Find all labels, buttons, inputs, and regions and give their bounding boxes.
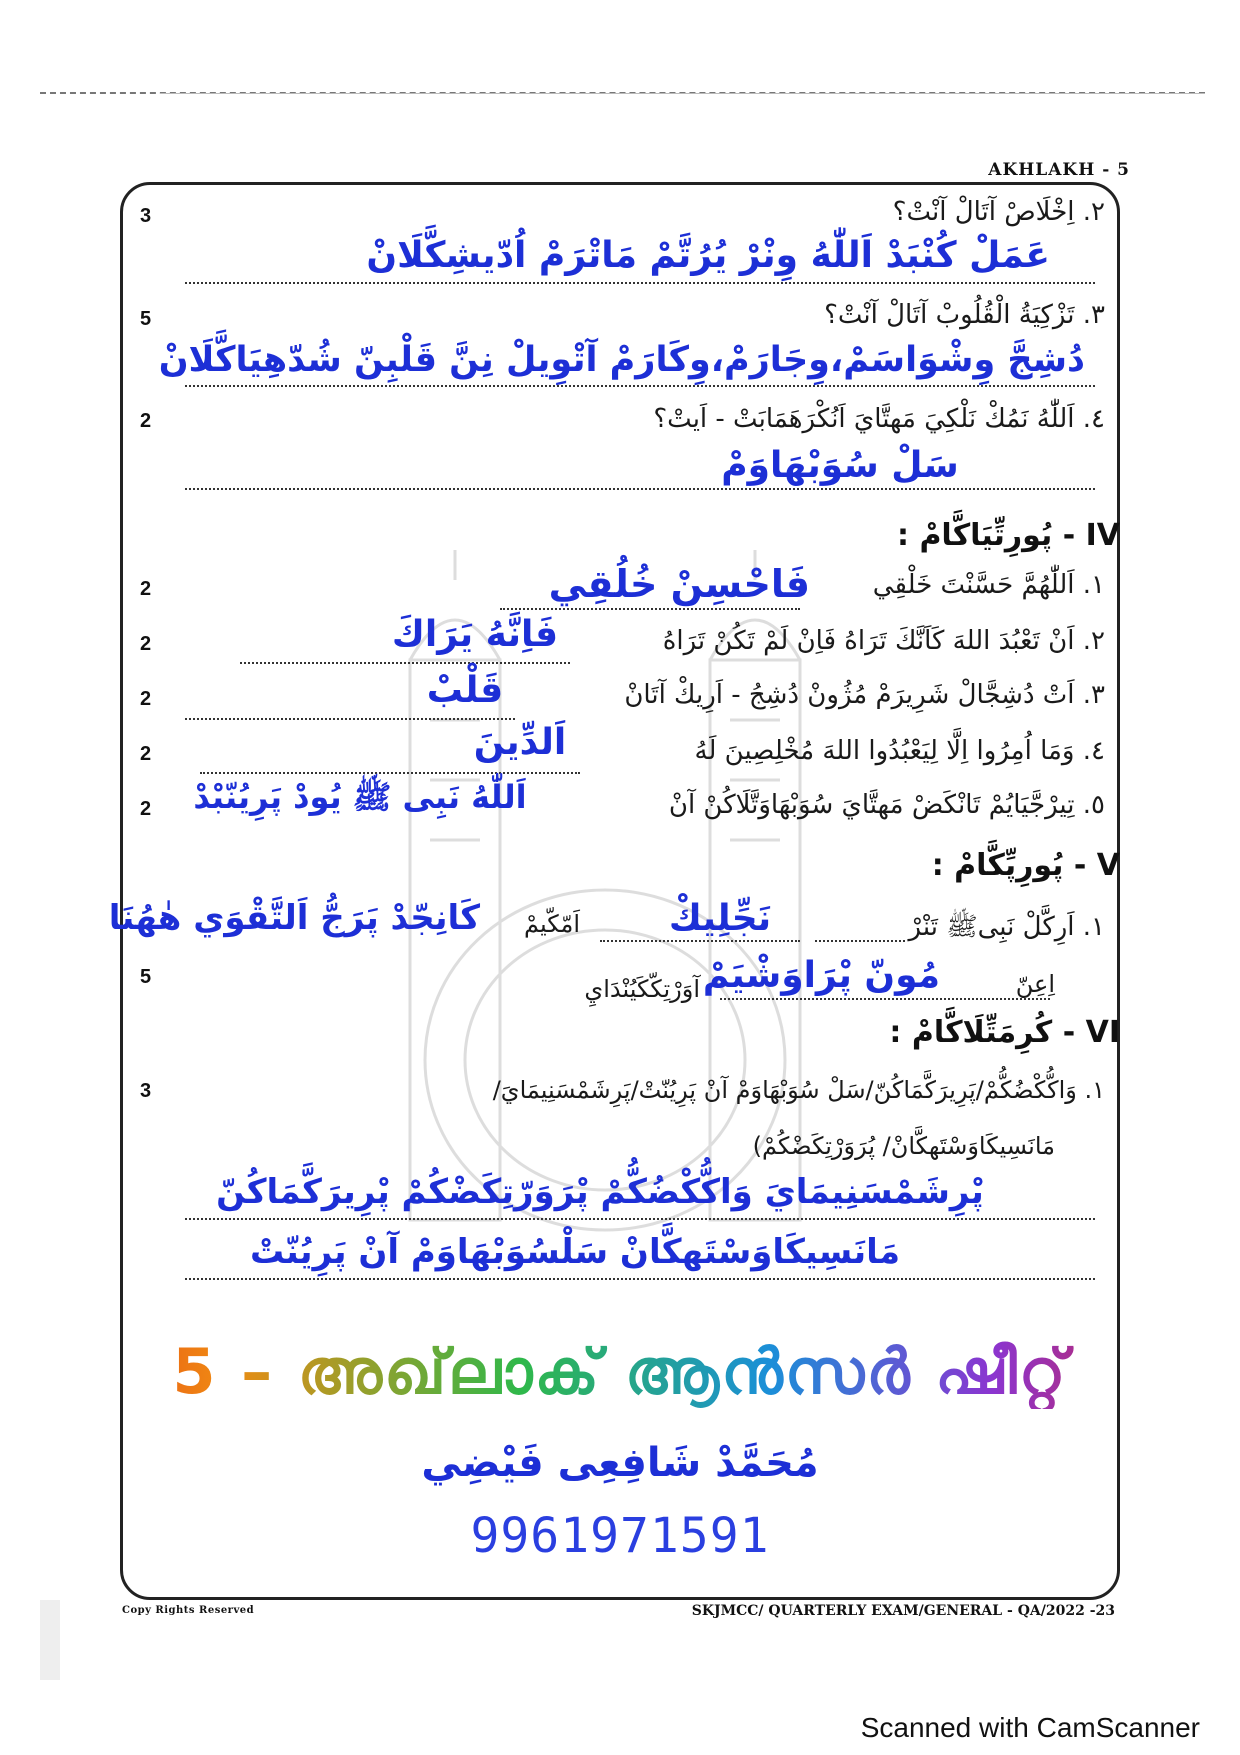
answer-line xyxy=(185,488,1095,490)
section-5-number: V xyxy=(1096,848,1120,883)
v-question-part-1: ١. اَرِكَّلْ نَبِىﷺ تَنْرْ xyxy=(908,912,1105,942)
vi-question-line-1: ١. وَاكُّكْضُكُّمْ/پَرِيرَكَّمَاكُنّ/سَلْ سُوَبْهَاوَمْ آنْ پَرِيُنّتْ/پَرِشَمْسَنِيمَايَ/ xyxy=(492,1076,1105,1104)
section-6-number: VI xyxy=(1085,1015,1120,1050)
copyright-note: Copy Rights Reserved xyxy=(122,1605,255,1616)
scan-edge-shadow xyxy=(40,1600,60,1680)
iv-question-2: ٢. اَنْ تَعْبُدَ اللهَ كَاَنَّكَ تَرَاهُ فَاِنْ لَمْ تَكُنْ تَرَاهُ xyxy=(662,626,1105,656)
section-5-heading: V - پُورِپِّكَّامْ : xyxy=(931,848,1120,883)
scanner-watermark: Scanned with CamScanner xyxy=(860,1712,1200,1743)
iv-question-5: ٥. تِيرْجَّيَايُمْ تَانْكَضْ مَهتَّايَ سُوَبْهَاوَتَّلَاكُنْ آنْ xyxy=(668,790,1105,820)
author-name: مُحَمَّدْ شَافِعِى فَيْضِي xyxy=(421,1440,819,1486)
answer-line xyxy=(720,998,1050,1000)
answer-line xyxy=(185,1278,1095,1280)
iv-question-1: ١. اَللّٰهُمَّ حَسَّنْتَ خَلْقِي xyxy=(872,570,1105,600)
question-3: ٣. تَزْكِيَةُ الْقُلُوبْ آتَالْ آنْتْ؟ xyxy=(824,300,1105,330)
question-2: ٢. اِخْلَاصْ آتَالْ آنْتْ؟ xyxy=(892,197,1105,227)
mark-iv-5: 2 xyxy=(140,798,152,820)
iv-answer-2: فَاِنَّهُ يَرَاكَ xyxy=(391,614,559,655)
iv-answer-1: فَاحْسِنْ خُلُقِي xyxy=(548,562,810,606)
section-4-title: پُورِتِّيَاكَّامْ : xyxy=(897,518,1053,553)
answer-line xyxy=(200,772,580,774)
iv-question-3: ٣. اَتْ دُشِجَّالْ شَرِيرَمْ مُژُونْ دُشِجُ - اَرِيكْ آتَانْ xyxy=(624,680,1105,710)
v-question-part-2: اَمّكّيمْ xyxy=(524,910,580,938)
answer-line xyxy=(185,282,1095,284)
vi-answer-line-2: مَانَسِيكَاوَسْتَهكَّانْ سَلْسُوَبْهَاوَمْ آنْ پَرِيُنّتْ xyxy=(249,1232,900,1272)
iv-answer-3: قَلْبْ xyxy=(426,670,504,711)
mark-q4: 2 xyxy=(140,410,152,432)
mark-q2: 3 xyxy=(140,205,152,227)
page-code: AKHLAKH - 5 xyxy=(988,160,1130,180)
question-4: ٤. اَللّٰهُ نَمُكْ نَلْكِيَ مَهتَّايَ اَنُكْرَهَمَابَتْ - اَيتْ؟ xyxy=(653,404,1105,434)
iv-answer-5: اَللّٰهُ نَبِى ﷺ يُودْ پَرِيُنّبْدْ xyxy=(193,778,527,816)
v-answer-2: كَانِجّدْ پَرَجُّ اَلتَّقْوَي هٰهُنَا xyxy=(108,898,480,938)
vi-answer-line-1: پْرِشَمْسَنِيمَايَ وَاكُّكْضُكُّمْ پْرَوَرّتِكَضْكُمْ پْرِيرَكَّمَاكُنّ xyxy=(216,1172,984,1212)
top-rule xyxy=(160,93,1205,94)
section-4-heading: IV - پُورِتِّيَاكَّامْ : xyxy=(897,518,1120,553)
section-6-heading: VI - كُرِمَتِّلَاكَّامْ : xyxy=(889,1015,1120,1050)
answer-3: دُشِجَّ وِشْوَاسَمْ،وِجَارَمْ،وِكَارَمْ آتْوِيلْ نِنَّ قَلْبِنّ شُدّهِيَاكَّلَانْ xyxy=(158,340,1085,380)
answer-line xyxy=(185,385,1095,387)
section-5-title: پُورِپِّكَّامْ : xyxy=(931,848,1064,883)
section-4-number: IV xyxy=(1085,518,1120,553)
mark-vi: 3 xyxy=(140,1080,152,1102)
v-question-part-4: آوَرْتِكّكَيُنْدَايِ xyxy=(584,975,700,1003)
answer-line xyxy=(500,608,800,610)
iv-answer-4: اَلدِّينَ xyxy=(473,722,567,763)
vi-question-line-2: مَانَسِيكَاوَسْتَهكَّانْ/ پُرَوَرْتِكَضْكُمْ) xyxy=(752,1132,1055,1160)
mark-iv-2: 2 xyxy=(140,633,152,655)
answer-line xyxy=(815,940,905,942)
answer-2: عَمَلْ كُنْبَدْ اَللّٰهُ وِنْرْ يُرُتَّمْ مَاتْرَمْ اُدّيشِكَّلَانْ xyxy=(366,235,1050,276)
answer-line xyxy=(185,718,515,720)
v-question-part-3: اِعِنّ xyxy=(1015,970,1055,998)
v-answer-1: نَجِّلِيكْ xyxy=(668,898,772,939)
section-6-title: كُرِمَتِّلَاكَّامْ : xyxy=(889,1015,1053,1050)
phone-number: 9961971591 xyxy=(470,1508,770,1564)
answer-line xyxy=(600,940,800,942)
answer-line xyxy=(240,662,570,664)
mark-q3: 5 xyxy=(140,308,152,330)
answer-sheet-title: 5 – അഖ്‌ലാക് ആൻസർ ഷീറ്റ് xyxy=(0,1335,1240,1409)
mark-iv-4: 2 xyxy=(140,743,152,765)
mark-iv-3: 2 xyxy=(140,688,152,710)
mark-v: 5 xyxy=(140,966,152,988)
v-answer-3: مُونّ پْرَاوَشْيَمْ xyxy=(702,955,940,996)
mark-iv-1: 2 xyxy=(140,578,152,600)
exam-code: SKJMCC/ QUARTERLY EXAM/GENERAL - QA/2022 -23 xyxy=(691,1603,1115,1619)
iv-question-4: ٤. وَمَا اُمِرُوا اِلَّا لِيَعْبُدُوا اللهَ مُخْلِصِينَ لَهُ xyxy=(694,736,1105,766)
answer-4: سَلْ سُوَبْهَاوَمْ xyxy=(721,445,959,486)
answer-line xyxy=(185,1218,1095,1220)
